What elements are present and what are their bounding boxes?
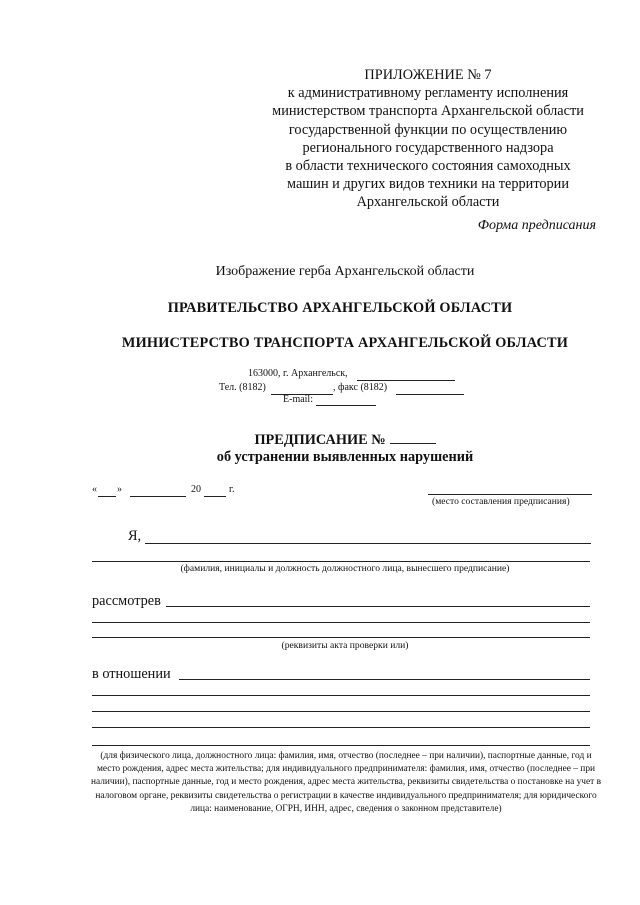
date-quote-open: « — [92, 484, 97, 495]
regarding-label: в отношении — [92, 666, 171, 682]
official-blank-2 — [92, 561, 590, 562]
official-blank — [145, 543, 591, 544]
regarding-blank-5 — [92, 745, 590, 746]
ministry-heading: МИНИСТЕРСТВО ТРАНСПОРТА АРХАНГЕЛЬСКОЙ ОБЛАСТИ — [121, 335, 569, 351]
appendix-line: государственной функции по осуществлению — [288, 121, 568, 138]
reviewed-blank-3 — [92, 637, 590, 638]
reviewed-blank-2 — [92, 622, 590, 623]
year-blank — [204, 496, 226, 497]
month-blank — [130, 496, 186, 497]
address-blank — [357, 380, 455, 381]
government-heading: ПРАВИТЕЛЬСТВО АРХАНГЕЛЬСКОЙ ОБЛАСТИ — [167, 300, 513, 316]
document-title: ПРЕДПИСАНИЕ № — [0, 431, 640, 449]
form-name: Форма предписания — [477, 218, 596, 233]
year-suffix: г. — [229, 484, 235, 495]
regarding-blank — [179, 679, 590, 680]
fax-blank — [396, 394, 464, 395]
subject-details-caption: (для физического лица, должностного лица: фамилия, имя, отчество (последнее – при наличии), паспортные данные, год и место рождения, адрес места жительства; для индивидуального предпринимателя: фамилия, имя, отчество (последнее – при наличии), паспортные данные, год и место рождения, адрес места жительства, реквизиты свидетельства о постановке на учет в налоговом органе, реквизиты свидетельства о регистрации в качестве индивидуального предпринимателя; для юридического лица: наименование, ОГРН, ИНН, адрес, сведения о законном представителе) — [90, 751, 602, 814]
number-blank — [390, 431, 436, 444]
contact-email: E-mail: — [283, 394, 313, 405]
appendix-line: Архангельской области — [356, 194, 500, 211]
place-blank — [428, 494, 592, 495]
date-quote-close: » — [117, 484, 122, 495]
contact-address: 163000, г. Архангельск, — [248, 368, 348, 379]
contact-phone: Тел. (8182) — [219, 382, 266, 393]
place-caption: (место составления предписания) — [432, 496, 570, 507]
appendix-line: к административному регламенту исполнения — [287, 85, 569, 102]
appendix-line: регионального государственного надзора — [302, 139, 554, 156]
regarding-blank-2 — [92, 695, 590, 696]
appendix-number: ПРИЛОЖЕНИЕ № 7 — [364, 67, 492, 83]
official-caption: (фамилия, инициалы и должность должностного лица, вынесшего предписание) — [180, 563, 510, 574]
appendix-line: министерством транспорта Архангельской области — [272, 103, 584, 120]
regarding-blank-3 — [92, 711, 590, 712]
appendix-line: в области технического состояния самоходных — [285, 158, 571, 175]
document-subtitle: об устранении выявленных нарушений — [216, 449, 474, 465]
appendix-header — [258, 66, 598, 212]
email-blank — [316, 405, 376, 406]
contact-fax: , факс (8182) — [333, 382, 388, 393]
appendix-line: машин и других видов техники на территории — [287, 176, 569, 193]
act-caption: (реквизиты акта проверки или) — [281, 640, 409, 651]
reviewed-label: рассмотрев — [92, 593, 161, 609]
i-label: Я, — [128, 528, 142, 544]
regarding-blank-4 — [92, 727, 590, 728]
day-blank — [98, 496, 116, 497]
coat-of-arms-placeholder: Изображение герба Архангельской области — [215, 264, 475, 279]
year-prefix: 20 — [191, 484, 201, 495]
reviewed-blank — [166, 606, 590, 607]
